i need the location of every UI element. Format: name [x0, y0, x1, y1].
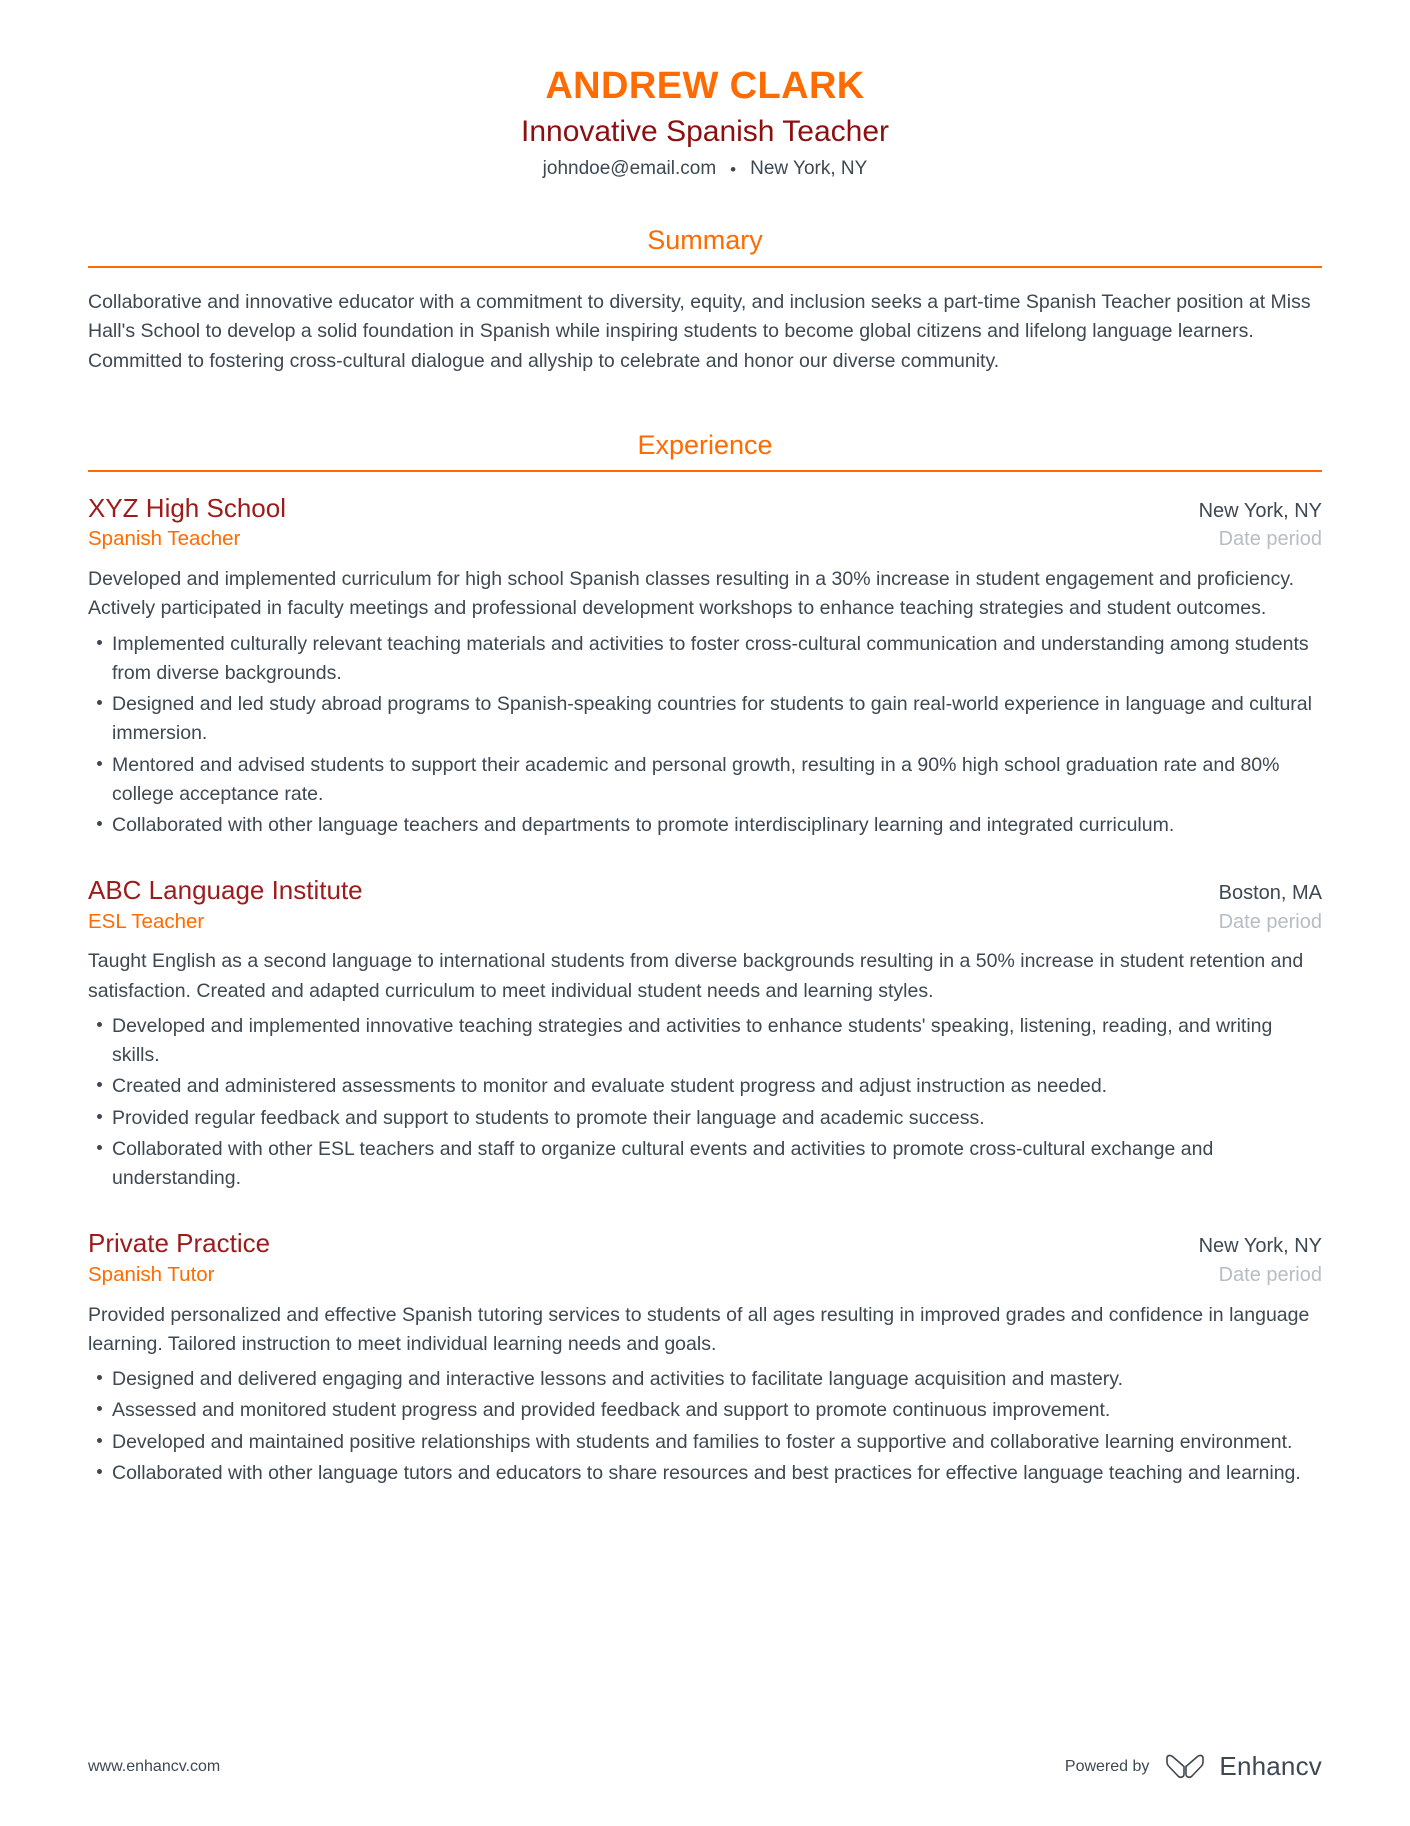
- experience-bullet: Designed and led study abroad programs to Spanish-speaking countries for students to gain real-world experience in language and cultural immersion.: [88, 690, 1322, 749]
- experience-bullet: Collaborated with other ESL teachers and staff to organize cultural events and activities to promote cross-cultural exchange and understanding.: [88, 1135, 1322, 1194]
- enhancv-wordmark: Enhancv: [1219, 1751, 1322, 1781]
- experience-bullet: Designed and delivered engaging and interactive lessons and activities to facilitate language acquisition and mastery.: [88, 1365, 1322, 1394]
- experience-location: New York, NY: [1198, 1235, 1322, 1258]
- experience-entry: [88, 492, 1322, 840]
- experience-bullet: Developed and maintained positive relationships with students and families to foster a supportive and collaborative learning environment.: [88, 1428, 1322, 1457]
- experience-entry-header: [88, 1227, 1322, 1260]
- experience-entry-subheader: [88, 526, 1322, 553]
- experience-bullet: Developed and implemented innovative teaching strategies and activities to enhance students' speaking, listening, reading, and writing skills.: [88, 1012, 1322, 1071]
- candidate-name: ANDREW CLARK: [545, 65, 865, 107]
- experience-description: Developed and implemented curriculum for high school Spanish classes resulting in a 30% increase in student engagement and proficiency. Actively participated in faculty meetings and professional development workshops to enhance teaching strategies and student outcomes.: [88, 568, 1295, 620]
- experience-entry: [88, 1227, 1322, 1488]
- enhancv-logo: [1163, 1751, 1322, 1782]
- location-text: New York, NY: [750, 158, 868, 180]
- summary-text: Collaborative and innovative educator with a commitment to diversity, equity, and inclusion seeks a part-time Spanish Teacher position at Miss Hall's School to develop a solid foundation in Spanish while inspiring students to become global citizens and lifelong language learners. Committed to fostering cross-cultural dialogue and allyship to celebrate and honor our diverse community.: [88, 290, 1311, 372]
- experience-entry-header: [88, 874, 1322, 907]
- experience-bullet: Mentored and advised students to support their academic and personal growth, resulting in a 90% high school graduation rate and 80% college acceptance rate.: [88, 751, 1322, 810]
- experience-location: New York, NY: [1198, 499, 1322, 522]
- experience-bullet: Provided regular feedback and support to students to promote their language and academic success.: [88, 1104, 1322, 1133]
- experience-bullet: Collaborated with other language teachers and departments to promote interdisciplinary learning and integrated curriculum.: [88, 811, 1322, 840]
- footer-brand: [1065, 1751, 1322, 1782]
- contact-row: [88, 158, 1322, 180]
- experience-location: Boston, MA: [1218, 882, 1322, 905]
- experience-bullet-list: [88, 1012, 1322, 1194]
- enhancv-mark-icon: [1163, 1753, 1209, 1781]
- experience-bullet: Assessed and monitored student progress and provided feedback and support to promote continuous improvement.: [88, 1396, 1322, 1425]
- candidate-job-title: Innovative Spanish Teacher: [520, 114, 890, 148]
- resume-header: [88, 0, 1322, 180]
- experience-entry-subheader: [88, 909, 1322, 936]
- experience-company: Private Practice: [88, 1228, 271, 1259]
- summary-section: [88, 224, 1322, 376]
- experience-section-title: Experience: [637, 429, 773, 460]
- experience-bullet: Collaborated with other language tutors and educators to share resources and best practices for effective language teaching and learning.: [88, 1459, 1322, 1488]
- page-footer: [88, 1751, 1322, 1782]
- summary-section-title: Summary: [647, 225, 763, 256]
- experience-date: Date period: [1218, 528, 1322, 551]
- experience-company: ABC Language Institute: [88, 875, 363, 906]
- experience-section: [88, 429, 1322, 1489]
- experience-entry: [88, 874, 1322, 1193]
- experience-role: Spanish Teacher: [88, 527, 241, 551]
- experience-date: Date period: [1218, 910, 1322, 933]
- experience-section-divider: [88, 470, 1322, 472]
- experience-date: Date period: [1218, 1263, 1322, 1286]
- experience-bullet-list: [88, 1365, 1322, 1488]
- experience-bullet: Created and administered assessments to monitor and evaluate student progress and adjust instruction as needed.: [88, 1072, 1322, 1101]
- experience-description: Taught English as a second language to international students from diverse backgrounds resulting in a 50% increase in student retention and satisfaction. Created and adapted curriculum to meet individual student needs and learning styles.: [88, 950, 1304, 1002]
- experience-role: ESL Teacher: [88, 909, 205, 933]
- powered-by-label: Powered by: [1064, 1757, 1150, 1775]
- experience-company: XYZ High School: [88, 492, 286, 523]
- experience-bullet-list: [88, 630, 1322, 841]
- experience-bullet: Implemented culturally relevant teaching materials and activities to foster cross-cultural communication and understanding among students from diverse backgrounds.: [88, 630, 1322, 689]
- contact-separator-icon: •: [730, 159, 737, 179]
- experience-role: Spanish Tutor: [88, 1262, 215, 1286]
- experience-entry-subheader: [88, 1262, 1322, 1289]
- experience-description: Provided personalized and effective Spanish tutoring services to students of all ages resulting in improved grades and confidence in language learning. Tailored instruction to meet individual learning needs and goals.: [88, 1303, 1310, 1355]
- summary-section-divider: [88, 266, 1322, 268]
- email-text[interactable]: johndoe@email.com: [542, 158, 717, 180]
- experience-entry-header: [88, 492, 1322, 525]
- footer-website-link[interactable]: www.enhancv.com: [88, 1757, 221, 1775]
